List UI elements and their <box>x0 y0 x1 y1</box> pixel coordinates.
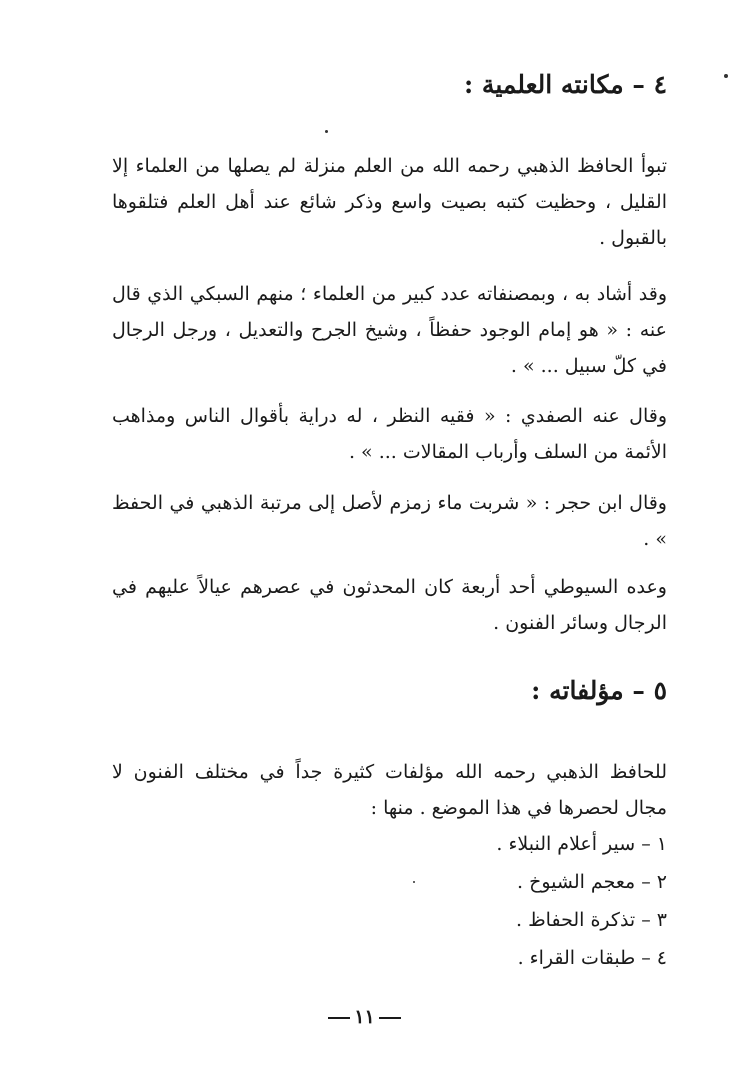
paragraph-ibn-hajar-quote: وقال ابن حجر : « شربت ماء زمزم لأصل إلى مرتبة الذهبي في الحفظ » . <box>112 492 667 550</box>
section-heading-works: ٥ – مؤلفاته : <box>531 676 667 705</box>
page-number-text: ١١ <box>354 1006 375 1028</box>
list-item: ٢ – معجم الشيوخ . <box>516 871 667 893</box>
paragraph-subki-quote: وقد أشاد به ، وبمصنفاته عدد كبير من العلماء ؛ منهم السبكي الذي قال عنه : « هو إمام الوجود حفظاً ، وشيخ الجرح والتعديل ، ورجل الرجال في كلّ سبيل ... » . <box>112 283 667 377</box>
paragraph-status-intro: تبوأ الحافظ الذهبي رحمه الله من العلم منزلة لم يصلها من العلماء إلا القليل ، وحظيت كتبه بصيت واسع وذكر شائع عند أهل العلم فتلقوها بالقبول . <box>112 155 667 249</box>
paragraph-suyuti-note: وعده السيوطي أحد أربعة كان المحدثون في عصرهم عيالاً عليهم في الرجال وسائر الفنون . <box>112 576 667 634</box>
scan-speck <box>724 74 728 78</box>
list-item: ٤ – طبقات القراء . <box>517 947 667 969</box>
paragraph-safadi-quote: وقال عنه الصفدي : « فقيه النظر ، له دراية بأقوال الناس ومذاهب الأئمة من السلف وأرباب المقالات ... » . <box>112 405 667 463</box>
paragraph-works-intro: للحافظ الذهبي رحمه الله مؤلفات كثيرة جداً في مختلف الفنون لا مجال لحصرها في هذا الموضع . منها : <box>112 761 667 819</box>
list-item: ٣ – تذكرة الحفاظ . <box>516 909 667 931</box>
page-number <box>0 1006 729 1028</box>
page-number-dash-right <box>379 1017 401 1019</box>
section-heading-scholarly-status: ٤ – مكانته العلمية : <box>463 70 667 99</box>
scan-speck <box>325 130 328 133</box>
list-item: ١ – سير أعلام النبلاء . <box>496 833 667 855</box>
scan-speck <box>413 881 415 883</box>
page-number-dash-left <box>328 1017 350 1019</box>
